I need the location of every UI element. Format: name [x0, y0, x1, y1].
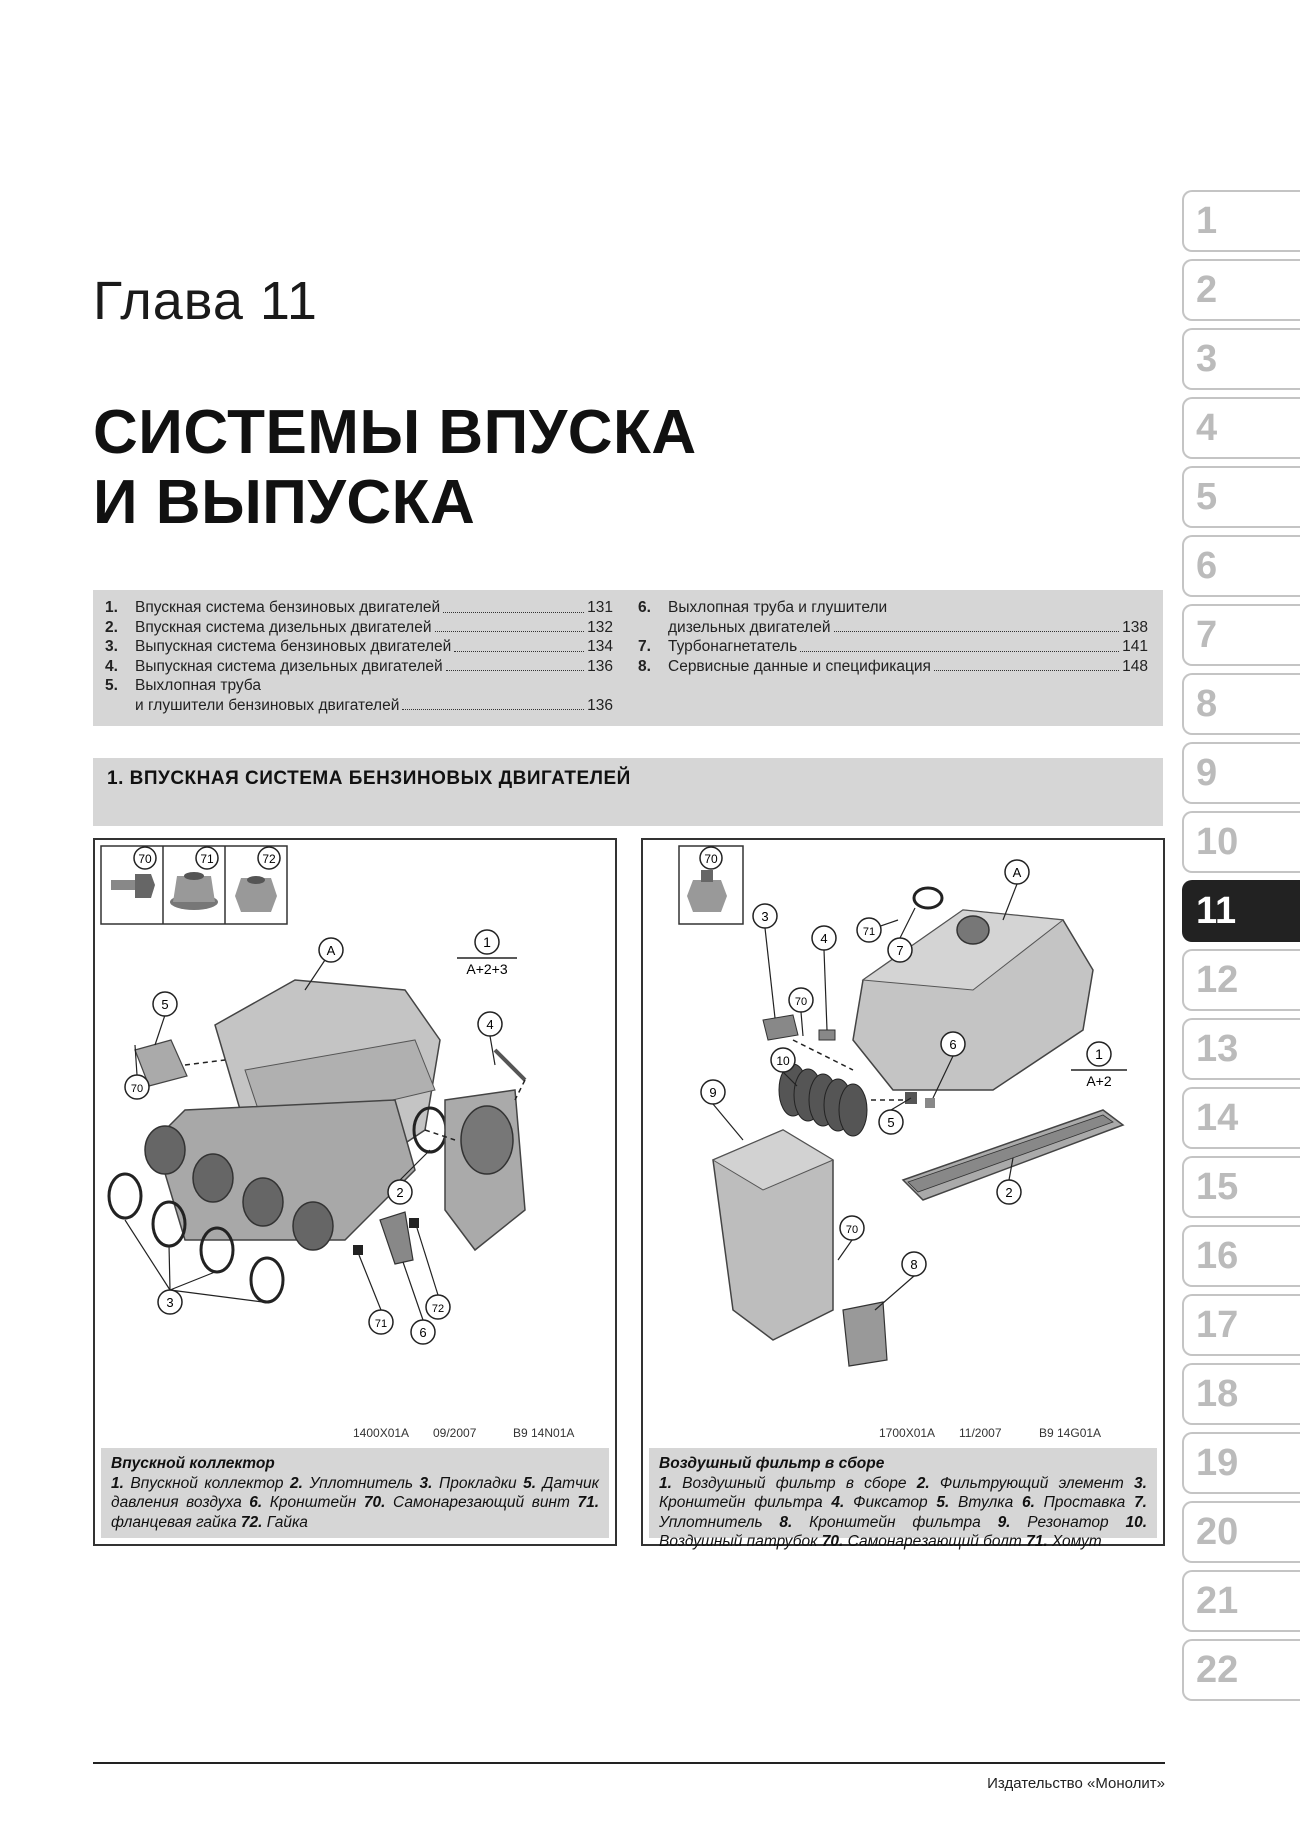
chapter-tab-6[interactable]: 6 — [1182, 535, 1300, 597]
svg-text:A: A — [1012, 865, 1022, 880]
chapter-label: Глава 11 — [93, 271, 318, 331]
fastener-icons — [101, 846, 287, 924]
figure-caption — [649, 1448, 1157, 1550]
chapter-title-line2: И ВЫПУСКА — [93, 468, 476, 537]
fastener-label: 70 — [138, 852, 152, 866]
svg-text:5: 5 — [161, 997, 169, 1012]
chapter-tab-13[interactable]: 13 — [1182, 1018, 1300, 1080]
chapter-tab-15[interactable]: 15 — [1182, 1156, 1300, 1218]
svg-text:70: 70 — [794, 996, 808, 1008]
chapter-tab-12[interactable]: 12 — [1182, 949, 1300, 1011]
toc-entry-6[interactable]: 6. Выхлопная труба и глушители — [638, 599, 888, 616]
section-heading-band — [93, 758, 1163, 826]
intake-manifold-drawing — [109, 980, 525, 1302]
fastener-label: 70 — [704, 852, 718, 866]
air-filter-drawing — [713, 888, 1123, 1366]
assembly-designation — [457, 930, 517, 977]
chapter-tab-14[interactable]: 14 — [1182, 1087, 1300, 1149]
assembly-designation — [1071, 1042, 1127, 1089]
figure-caption — [101, 1448, 609, 1538]
svg-text:7: 7 — [896, 943, 904, 958]
svg-text:5: 5 — [887, 1115, 895, 1130]
chapter-tab-18[interactable]: 18 — [1182, 1363, 1300, 1425]
footer-rule — [93, 1762, 1165, 1764]
svg-text:2: 2 — [1005, 1185, 1013, 1200]
toc-entry-7[interactable]: 7. Турбонагнетатель 141 — [638, 638, 1148, 655]
svg-text:2: 2 — [396, 1185, 404, 1200]
svg-text:71: 71 — [374, 1318, 388, 1330]
chapter-contents — [93, 590, 1163, 726]
figure-code: 1400X01A — [353, 1426, 410, 1440]
caption-title: Впускной коллектор — [111, 1455, 275, 1472]
svg-text:A+2: A+2 — [1086, 1073, 1112, 1089]
svg-text:4: 4 — [486, 1017, 494, 1032]
svg-text:3: 3 — [761, 909, 769, 924]
svg-text:6: 6 — [949, 1037, 957, 1052]
caption-legend: 1. Впускной коллектор 2. Уплотнитель 3. Прокладки 5. Датчик давления воздуха 6. Кронштейн 70. Самонарезающий винт 71. фланцевая гайка 72. Гайка — [111, 1474, 600, 1531]
svg-text:1: 1 — [1095, 1046, 1103, 1062]
fastener-label: 72 — [262, 852, 276, 866]
svg-text:10: 10 — [776, 1054, 790, 1068]
toc-entry-5[interactable]: 5. Выхлопная труба — [105, 677, 261, 694]
flange-nut-icon — [170, 872, 218, 910]
toc-entry-8[interactable]: 8. Сервисные данные и спецификация 148 — [638, 657, 1148, 675]
fastener-icons — [679, 846, 743, 924]
chapter-tab-9[interactable]: 9 — [1182, 742, 1300, 804]
figure-code: 1700X01A — [879, 1426, 936, 1440]
figure-reference: B9 14N01A — [513, 1426, 575, 1440]
air-filter-illustration — [643, 840, 1163, 1446]
svg-text:4: 4 — [820, 931, 828, 946]
chapter-tab-16[interactable]: 16 — [1182, 1225, 1300, 1287]
figure-date: 09/2007 — [433, 1426, 477, 1440]
svg-text:3: 3 — [166, 1295, 174, 1310]
section-title: 1. ВПУСКНАЯ СИСТЕМА БЕНЗИНОВЫХ ДВИГАТЕЛЕЙ — [107, 768, 631, 789]
figure-air-filter — [641, 838, 1165, 1550]
toc-entry-3[interactable]: 3. Выпускная система бензиновых двигателей 134 — [105, 638, 613, 655]
svg-text:A+2+3: A+2+3 — [466, 961, 508, 977]
chapter-title-line1: СИСТЕМЫ ВПУСКА — [93, 398, 697, 467]
svg-text:A: A — [326, 943, 336, 958]
chapter-tab-22[interactable]: 22 — [1182, 1639, 1300, 1701]
chapter-tab-11[interactable]: 11 — [1182, 880, 1300, 942]
chapter-title — [93, 398, 697, 538]
svg-text:9: 9 — [709, 1085, 717, 1100]
chapter-tab-7[interactable]: 7 — [1182, 604, 1300, 666]
chapter-tab-3[interactable]: 3 — [1182, 328, 1300, 390]
contents-column-left — [105, 598, 613, 715]
svg-text:8: 8 — [910, 1257, 918, 1272]
nut-icon — [235, 876, 277, 912]
toc-entry-2[interactable]: 2. Впускная система дизельных двигателей 132 — [105, 618, 613, 636]
figure-reference: B9 14G01A — [1039, 1426, 1102, 1440]
chapter-tab-5[interactable]: 5 — [1182, 466, 1300, 528]
fastener-label: 71 — [200, 852, 214, 866]
chapter-tab-19[interactable]: 19 — [1182, 1432, 1300, 1494]
svg-text:72: 72 — [431, 1303, 445, 1315]
contents-column-right — [638, 598, 1148, 676]
figure-intake-manifold — [93, 838, 617, 1546]
toc-entry-4[interactable]: 4. Выпускная система дизельных двигателей 136 — [105, 657, 613, 675]
caption-legend: 1. Воздушный фильтр в сборе 2. Фильтрующий элемент 3. Кронштейн фильтра 4. Фиксатор 5. Втулка 6. Проставка 7. Уплотнитель 8. Кронштейн фильтра 9. Резонатор 10. Воздушный патрубок 70. Самонарезающий болт 71. Хомут — [659, 1474, 1148, 1550]
toc-entry-6-cont: дизельных двигателей 138 — [668, 618, 1148, 636]
publisher-name: Издательство «Монолит» — [987, 1775, 1165, 1792]
intake-manifold-illustration — [95, 840, 615, 1446]
chapter-tab-4[interactable]: 4 — [1182, 397, 1300, 459]
chapter-tab-10[interactable]: 10 — [1182, 811, 1300, 873]
toc-entry-5-cont: и глушители бензиновых двигателей 136 — [135, 696, 613, 714]
svg-text:1: 1 — [483, 934, 491, 950]
svg-text:70: 70 — [130, 1083, 144, 1095]
svg-text:70: 70 — [845, 1224, 859, 1236]
toc-entry-1[interactable]: 1. Впускная система бензиновых двигателей 131 — [105, 599, 613, 616]
chapter-tab-21[interactable]: 21 — [1182, 1570, 1300, 1632]
chapter-tab-1[interactable]: 1 — [1182, 190, 1300, 252]
svg-text:71: 71 — [862, 926, 876, 938]
figure-date: 11/2007 — [959, 1426, 1002, 1440]
svg-text:6: 6 — [419, 1325, 427, 1340]
chapter-tab-8[interactable]: 8 — [1182, 673, 1300, 735]
caption-title: Воздушный фильтр в сборе — [659, 1455, 885, 1472]
chapter-tab-2[interactable]: 2 — [1182, 259, 1300, 321]
chapter-tab-17[interactable]: 17 — [1182, 1294, 1300, 1356]
chapter-tab-20[interactable]: 20 — [1182, 1501, 1300, 1563]
